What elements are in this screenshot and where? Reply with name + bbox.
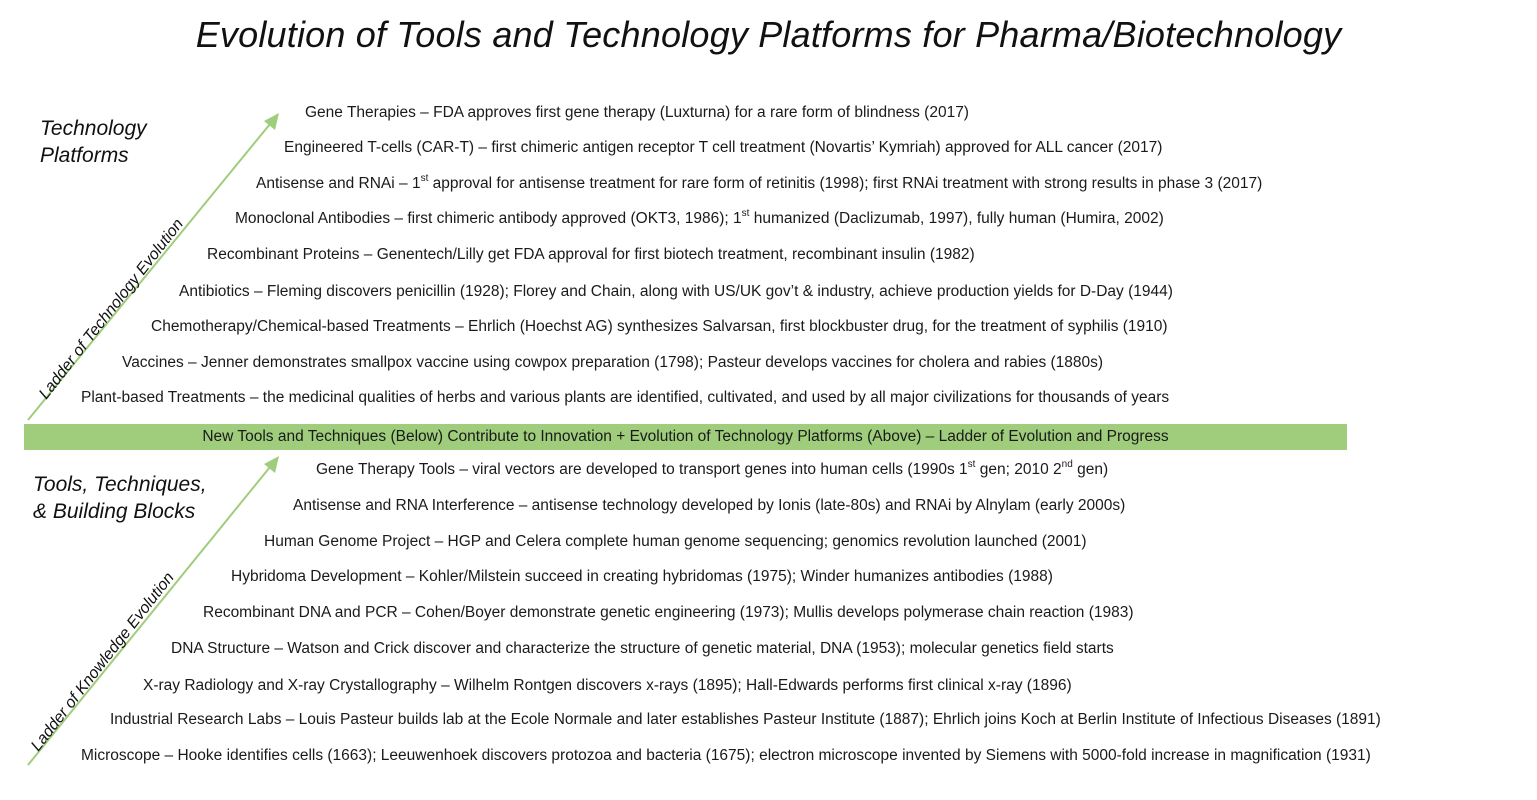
page-title: Evolution of Tools and Technology Platforms for Pharma/Biotechnology (195, 14, 1342, 55)
knowledge-ladder-label: Ladder of Knowledge Evolution (28, 569, 178, 755)
tool-gene-therapy-tools: Gene Therapy Tools – viral vectors are developed to transport genes into human cells (1990s 1st gen; 2010 2nd gen) (316, 459, 1109, 478)
platform-gene-therapies: Gene Therapies – FDA approves first gene therapy (Luxturna) for a rare form of blindness (2017) (305, 104, 969, 121)
tool-hybridoma: Hybridoma Development – Kohler/Milstein succeed in creating hybridomas (1975); Winder humanizes antibodies (1988) (231, 568, 1053, 585)
tool-recombinant-dna-pcr: Recombinant DNA and PCR – Cohen/Boyer demonstrate genetic engineering (1973); Mullis develops polymerase chain reaction (1983) (203, 604, 1134, 621)
technology-platforms-label-line1: Technology (40, 117, 147, 140)
tools-label-line2: & Building Blocks (33, 500, 196, 523)
platform-car-t: Engineered T-cells (CAR-T) – first chimeric antigen receptor T cell treatment (Novartis’ Kymriah) approved for ALL cancer (2017) (284, 139, 1163, 156)
platform-antisense-rnai: Antisense and RNAi – 1st approval for antisense treatment for rare form of retinitis (1998); first RNAi treatment with strong results in phase 3 (2017) (256, 173, 1263, 192)
platform-chemotherapy: Chemotherapy/Chemical-based Treatments – Ehrlich (Hoechst AG) synthesizes Salvarsan, first blockbuster drug, for the treatment of syphilis (1910) (151, 318, 1168, 335)
innovation-band-text: New Tools and Techniques (Below) Contribute to Innovation + Evolution of Technology Platforms (Above) – Ladder of Evolution and Progress (202, 428, 1169, 445)
tools-label-line1: Tools, Techniques, (33, 473, 207, 496)
tool-xray: X-ray Radiology and X-ray Crystallography – Wilhelm Rontgen discovers x-rays (1895); Hall-Edwards performs first clinical x-ray (1896) (143, 677, 1072, 694)
platform-recombinant-proteins: Recombinant Proteins – Genentech/Lilly get FDA approval for first biotech treatment, recombinant insulin (1982) (207, 246, 975, 263)
innovation-band (24, 424, 1347, 450)
tool-microscope: Microscope – Hooke identifies cells (1663); Leeuwenhoek discovers protozoa and bacteria (1675); electron microscope invented by Siemens with 5000-fold increase in magnification (1931) (81, 747, 1371, 764)
technology-ladder-label: Ladder of Technology Evolution (36, 215, 188, 403)
tool-dna-structure: DNA Structure – Watson and Crick discover and characterize the structure of genetic material, DNA (1953); molecular genetics field starts (171, 640, 1114, 657)
platform-plant-based: Plant-based Treatments – the medicinal qualities of herbs and various plants are identified, cultivated, and used by all major civilizations for thousands of years (81, 389, 1170, 406)
tool-antisense-rnai: Antisense and RNA Interference – antisense technology developed by Ionis (late-80s) and RNAi by Alnylam (early 2000s) (293, 497, 1126, 514)
tool-industrial-labs: Industrial Research Labs – Louis Pasteur builds lab at the Ecole Normale and later establishes Pasteur Institute (1887); Ehrlich joins Koch at Berlin Institute of Infectious Diseases (1891) (110, 711, 1381, 728)
platform-monoclonal-antibodies: Monoclonal Antibodies – first chimeric antibody approved (OKT3, 1986); 1st humanized (Daclizumab, 1997), fully human (Humira, 2002) (235, 208, 1164, 227)
platform-antibiotics: Antibiotics – Fleming discovers penicillin (1928); Florey and Chain, along with US/UK gov’t & industry, achieve production yields for D-Day (1944) (179, 283, 1173, 300)
technology-platforms-label-line2: Platforms (40, 144, 129, 167)
platform-vaccines: Vaccines – Jenner demonstrates smallpox vaccine using cowpox preparation (1798); Pasteur develops vaccines for cholera and rabies (1880s) (122, 354, 1104, 371)
tool-human-genome-project: Human Genome Project – HGP and Celera complete human genome sequencing; genomics revolution launched (2001) (264, 533, 1087, 550)
